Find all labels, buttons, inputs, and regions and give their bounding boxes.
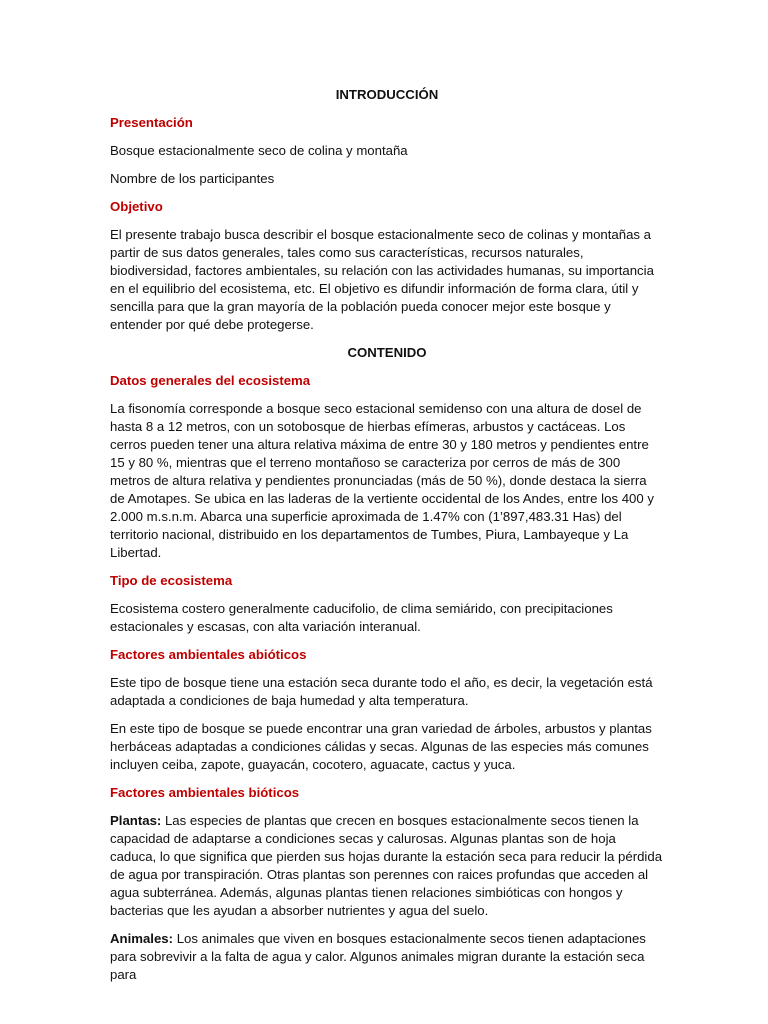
plantas-text: Las especies de plantas que crecen en bosques estacionalmente secos tienen la capacidad de adaptarse a condiciones secas y calurosas. Algunas plantas son de hoja caduca, lo que significa que pierden sus hojas durante la estación seca para reducir la pérdida de agua por transpiración. Otras plantas son perennes con raices profundas que acceden al agua subterránea. Además, algunas plantas tienen relaciones simbióticas con hongos y bacterias que les ayudan a absorber nutrientes y agua del suelo. [110, 813, 663, 918]
plantas-lead: Plantas: [110, 813, 162, 828]
introduccion-title: INTRODUCCIÓN [335, 87, 439, 102]
contenido-title: CONTENIDO [347, 345, 427, 360]
bioticos-heading: Factores ambientales bióticos [110, 785, 300, 800]
abioticos-text-1: Este tipo de bosque tiene una estación seca durante todo el año, es decir, la vegetación está adaptada a condiciones de baja humedad y alta temperatura. [110, 675, 653, 708]
plantas-paragraph [110, 812, 664, 920]
abioticos-text-2: En este tipo de bosque se puede encontrar una gran variedad de árboles, arbustos y plantas herbáceas adaptadas a condiciones cálidas y secas. Algunas de las especies más comunes incluyen ceiba, zapote, guayacán, cocotero, aguacate, cactus y yuca. [110, 721, 652, 772]
presentacion-heading: Presentación [110, 115, 193, 130]
tipo-ecosistema-text: Ecosistema costero generalmente caducifolio, de clima semiárido, con precipitaciones estacionales y escasas, con alta variación interanual. [110, 601, 613, 634]
animales-lead: Animales: [110, 931, 174, 946]
abioticos-heading: Factores ambientales abióticos [110, 647, 307, 662]
animales-paragraph [110, 930, 664, 984]
datos-generales-heading: Datos generales del ecosistema [110, 373, 311, 388]
objetivo-heading: Objetivo [110, 199, 163, 214]
animales-text: Los animales que viven en bosques estacionalmente secos tienen adaptaciones para sobrevivir a la falta de agua y calor. Algunos animales migran durante la estación seca para [110, 931, 646, 982]
objetivo-text: El presente trabajo busca describir el bosque estacionalmente seco de colinas y montañas a partir de sus datos generales, tales como sus características, recursos naturales, biodiversidad, factores ambientales, su relación con las actividades humanas, su importancia en el equilibrio del ecosistema, etc. El objetivo es difundir información de forma clara, útil y sencilla para que la gran mayoría de la población pueda conocer mejor este bosque y entender por qué debe protegerse. [110, 227, 654, 332]
participantes-text: Nombre de los participantes [110, 171, 275, 186]
datos-generales-text: La fisonomía corresponde a bosque seco estacional semidenso con una altura de dosel de hasta 8 a 12 metros, con un sotobosque de hierbas efímeras, arbustos y cactáceas. Los cerros pueden tener una altura relativa máxima de entre 30 y 180 metros y pendientes entre 15 y 80 %, mientras que el terreno montañoso se caracteriza por cerros de más de 300 metros de altura relativa y pendientes pronunciadas (más de 50 %), donde destaca la sierra de Amotapes. Se ubica en las laderas de la vertiente occidental de los Andes, entre los 400 y 2.000 m.s.n.m. Abarca una superficie aproximada de 1.47% con (1’897,483.31 Has) del territorio nacional, distribuido en los departamentos de Tumbes, Piura, Lambayeque y La Libertad. [110, 401, 654, 560]
tipo-ecosistema-heading: Tipo de ecosistema [110, 573, 233, 588]
presentacion-text: Bosque estacionalmente seco de colina y montaña [110, 143, 408, 158]
